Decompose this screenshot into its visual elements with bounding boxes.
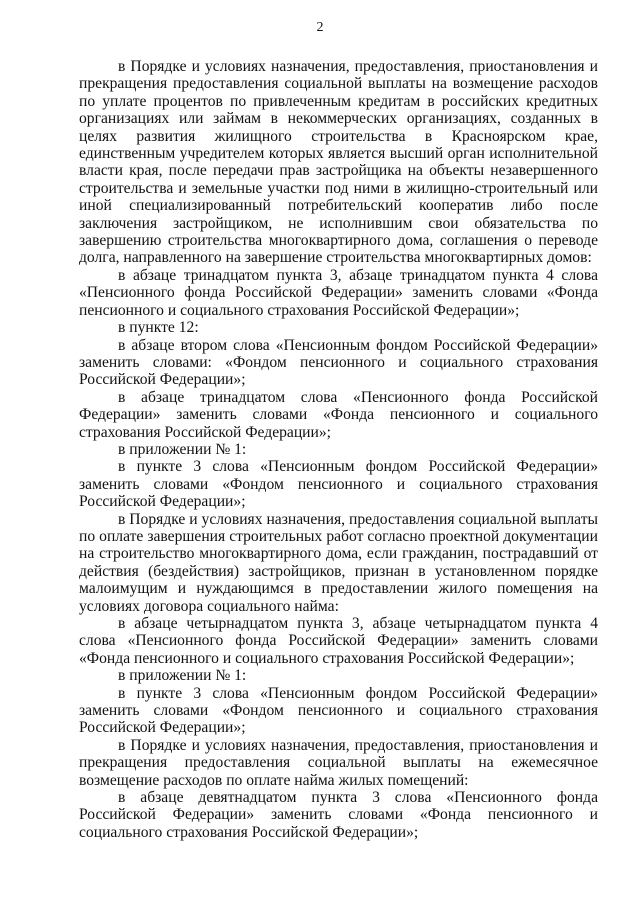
paragraph-7: в пункте 3 слова «Пенсионным фондом Российской Федерации» заменить словами «Фондом пенсионного и социального страхования Российской Федерации»; — [79, 458, 598, 511]
paragraph-10: в приложении № 1: — [118, 667, 247, 685]
paragraph-2: в абзаце тринадцатом пункта 3, абзаце тринадцатом пункта 4 слова «Пенсионного фонда Российской Федерации» заменить словами «Фонда пенсионного и социального страхования Российской Федерации»; — [79, 266, 598, 319]
paragraph-9: в абзаце четырнадцатом пункта 3, абзаце четырнадцатом пункта 4 слова «Пенсионного фонда Российской Федерации» заменить словами «Фонда пенсионного и социального страхования Российской Федерации»; — [79, 615, 598, 667]
paragraph-13: в абзаце девятнадцатом пункта 3 слова «Пенсионного фонда Российской Федерации» заменить словами «Фонда пенсионного и социального страхования Российской Федерации»; — [79, 789, 598, 841]
paragraph-12: в Порядке и условиях назначения, предоставления, приостановления и прекращения предоставления социальной выплаты на ежемесячное возмещение расходов по оплате найма жилых помещений: — [79, 736, 598, 789]
paragraph-11: в пункте 3 слова «Пенсионным фондом Российской Федерации» заменить словами «Фондом пенсионного и социального страхования Российской Федерации»; — [79, 684, 598, 737]
page-number: 2 — [316, 20, 324, 35]
paragraph-3: в пункте 12: — [118, 319, 199, 337]
paragraph-8: в Порядке и условиях назначения, предоставления социальной выплаты по оплате завершения строительных работ согласно проектной документации на строительство многоквартирного дома, если гражданин, пострадавший от действия (бездействия) застройщиков, признан в установленном порядке малоимущим и нуждающимся в предоставлении жилого помещения на условиях договора социального найма: — [79, 510, 598, 615]
paragraph-6: в приложении № 1: — [118, 440, 247, 458]
paragraph-4: в абзаце втором слова «Пенсионным фондом Российской Федерации» заменить словами: «Фондом пенсионного и социального страхования Российской Федерации»; — [79, 336, 598, 389]
document-body — [79, 58, 598, 841]
paragraph-5: в абзаце тринадцатом слова «Пенсионного фонда Российской Федерации» заменить словами «Фонда пенсионного и социального страхования Российской Федерации»; — [79, 388, 598, 441]
paragraph-1: в Порядке и условиях назначения, предоставления, приостановления и прекращения предоставления социальной выплаты на возмещение расходов по уплате процентов по привлеченным кредитам в российских кредитных организациях или займам в некоммерческих организациях, созданных в целях развития жилищного строительства в Красноярском крае, единственным учредителем которых является высший орган исполнительной власти края, после передачи прав застройщика на объекты незавершенного строительства и земельные участки под ними в жилищно-строительный или иной специализированный потребительский кооператив либо после заключения застройщиком, не исполнившим свои обязательства по завершению строительства многоквартирного дома, соглашения о переводе долга, направленного на завершение строительства многоквартирных домов: — [79, 58, 598, 267]
